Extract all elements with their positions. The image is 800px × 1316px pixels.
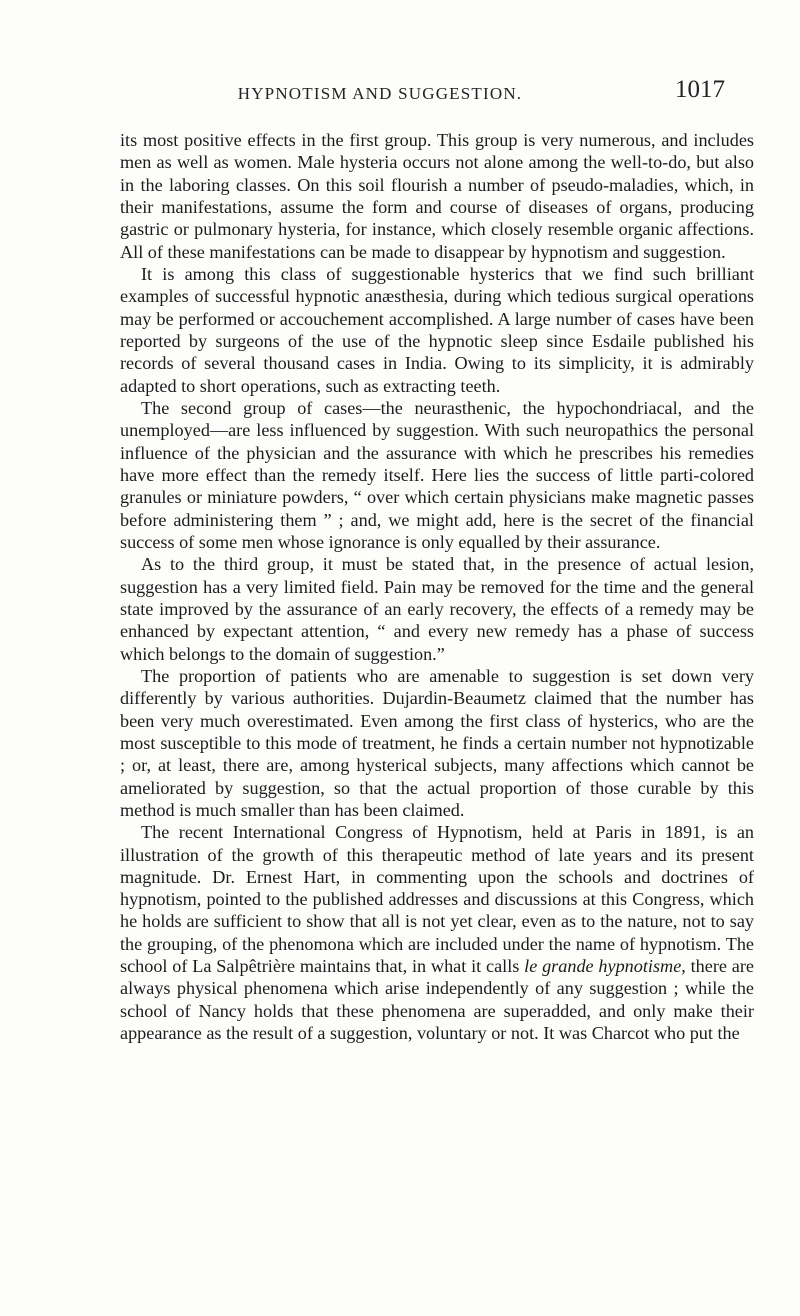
body-text <box>120 129 754 1044</box>
italic-term: le grande hypnotisme <box>524 956 682 977</box>
paragraph-6-text-b: , there are always physical phenomena which arise independently of any suggestion ; while the school of Nancy holds that these phenomena are superadded, and only make their appearance as the result of a suggestion, voluntary or not. It was Charcot who put the <box>120 956 754 1044</box>
paragraph-6-text-a: The recent International Congress of Hypnotism, held at Paris in 1891, is an illustration of the growth of this therapeutic method of late years and its present magnitude. Dr. Ernest Hart, in commenting upon the schools and doctrines of hypnotism, pointed to the published addresses and discussions at this Congress, which he holds are sufficient to show that all is not yet clear, even as to the nature, not to say the grouping, of the phenomona which are included under the name of hypnotism. The school of La Salpêtrière maintains that, in what it calls <box>120 822 754 977</box>
paragraph-2: It is among this class of suggestionable hysterics that we find such brilliant examples of successful hypnotic anæsthesia, during which tedious surgical operations may be performed or accouchement accomplished. A large number of cases have been reported by surgeons of the use of the hypnotic sleep since Esdaile published his records of several thousand cases in India. Owing to its simplicity, it is admirably adapted to short operations, such as extracting teeth. <box>120 263 754 396</box>
paragraph-6 <box>120 821 754 1044</box>
page-number: 1017 <box>675 76 725 103</box>
paragraph-4: As to the third group, it must be stated that, in the presence of actual lesion, suggestion has a very limited field. Pain may be removed for the time and the general state improved by the assurance of an early recovery, the effects of a remedy may be enhanced by expectant attention, “ and every new remedy has a phase of success which belongs to the domain of suggestion.” <box>120 554 754 664</box>
paragraph-3: The second group of cases—the neurasthenic, the hypochondriacal, and the unemployed—are less influenced by suggestion. With such neuropathics the personal influence of the physician and the assurance with which he prescribes his remedies have more effect than the remedy itself. Here lies the success of little parti-colored granules or miniature powders, “ over which certain physicians make magnetic passes before administering them ” ; and, we might add, here is the secret of the financial success of some men whose ignorance is only equalled by their assurance. <box>120 397 754 552</box>
running-title: HYPNOTISM AND SUGGESTION. <box>237 84 523 103</box>
paragraph-1: its most positive effects in the first group. This group is very numerous, and includes men as well as women. Male hysteria occurs not alone among the well-to-do, but also in the laboring classes. On this soil flourish a number of pseudo-maladies, which, in their manifestations, assume the form and course of diseases of organs, producing gastric or pulmonary hysteria, for instance, which closely resemble organic affections. All of these manifestations can be made to disappear by hypnotism and suggestion. <box>120 130 754 262</box>
paragraph-5: The proportion of patients who are amenable to suggestion is set down very differently by various authorities. Dujardin-Beaumetz claimed that the number has been very much overestimated. Even among the first class of hysterics, who are the most susceptible to this mode of treatment, he finds a certain number not hypnotizable ; or, at least, there are, among hysterical subjects, many affections which cannot be ameliorated by suggestion, so that the actual proportion of those curable by this method is much smaller than has been claimed. <box>120 665 754 820</box>
